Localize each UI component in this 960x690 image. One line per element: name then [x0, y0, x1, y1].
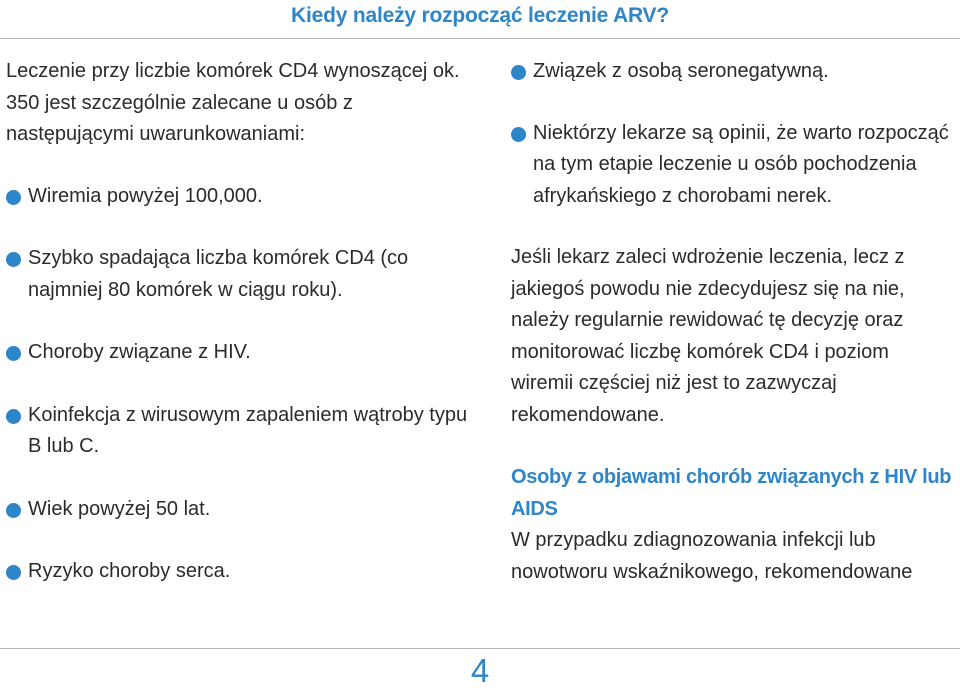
bullet-dot-icon — [6, 346, 21, 361]
bullet-item — [6, 243, 476, 306]
bullet-item — [6, 181, 476, 213]
bullet-text: Ryzyko choroby serca. — [28, 560, 231, 582]
bullet-dot-icon — [511, 65, 526, 80]
bullet-dot-icon — [6, 565, 21, 580]
bullet-text: Związek z osobą seronegatywną. — [533, 60, 829, 82]
bullet-text: Niektórzy lekarze są opinii, że warto rozpocząć na tym etapie leczenie u osób pochodzenia afrykańskiego z chorobami nerek. — [533, 121, 949, 207]
bullet-item — [6, 400, 476, 463]
section-text: W przypadku zdiagnozowania infekcji lub nowotworu wskaźnikowego, rekomendowane — [511, 529, 913, 583]
bullet-text: Choroby związane z HIV. — [28, 341, 251, 363]
intro-paragraph: Leczenie przy liczbie komórek CD4 wynoszącej ok. 350 jest szczególnie zalecane u osób z następującymi uwarunkowaniami: — [6, 60, 460, 145]
bullet-item — [6, 556, 476, 588]
left-column — [6, 56, 476, 619]
bullet-text: Szybko spadająca liczba komórek CD4 (co najmniej 80 komórek w ciągu roku). — [28, 247, 409, 301]
bullet-dot-icon — [6, 190, 21, 205]
bullet-item — [511, 56, 956, 88]
bullet-text: Koinfekcja z wirusowym zapaleniem wątroby typu B lub C. — [28, 403, 468, 457]
bullet-item — [6, 494, 476, 526]
top-divider — [0, 38, 960, 39]
bullet-dot-icon — [6, 252, 21, 267]
bullet-dot-icon — [511, 127, 526, 142]
bullet-dot-icon — [6, 503, 21, 518]
bullet-item — [6, 337, 476, 369]
bullet-item — [511, 118, 956, 213]
bullet-dot-icon — [6, 409, 21, 424]
page-title: Kiedy należy rozpocząć leczenie ARV? — [291, 4, 669, 27]
bullet-text: Wiremia powyżej 100,000. — [28, 184, 263, 207]
advice-paragraph: Jeśli lekarz zaleci wdrożenie leczenia, lecz z jakiegoś powodu nie zdecydujesz się na nie, należy regularnie rewidować tę decyzję oraz monitorować liczbę komórek CD4 i poziom wiremii częściej niż jest to zazwyczaj rekomendowane. — [511, 246, 905, 426]
bullet-text: Wiek powyżej 50 lat. — [28, 497, 211, 520]
section-subheading: Osoby z objawami chorób związanych z HIV lub AIDS — [511, 466, 952, 520]
bottom-divider — [0, 648, 960, 649]
right-column — [511, 56, 956, 588]
page-number: 4 — [470, 652, 490, 689]
